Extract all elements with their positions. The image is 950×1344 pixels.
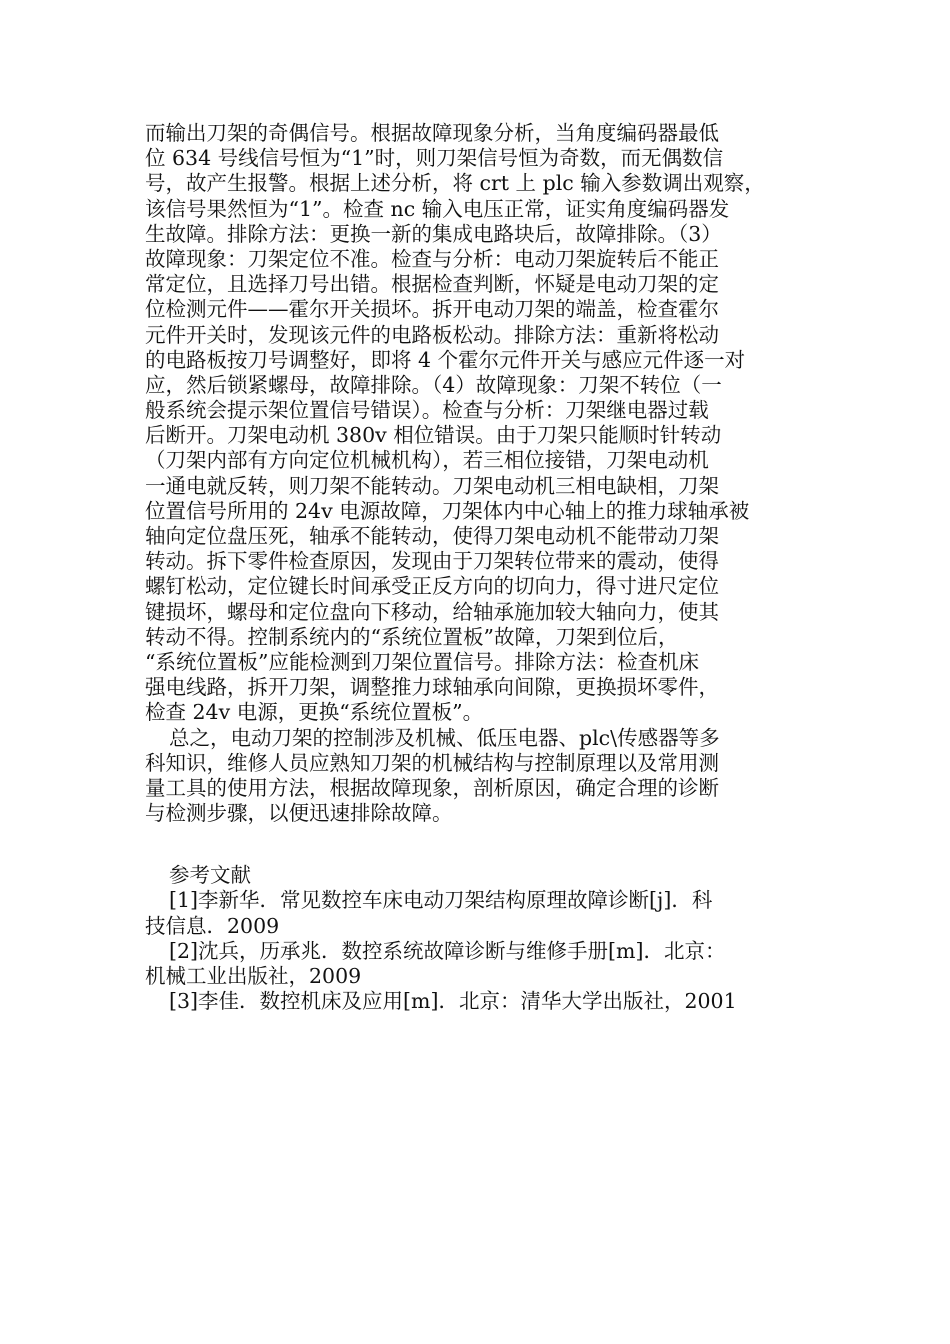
text-line: [2]沈兵，历承兆．数控系统故障诊断与维修手册[m]．北京： [169, 938, 726, 963]
references-section [145, 863, 805, 1014]
text-line: 元件开关时，发现该元件的电路板松动。排除方法：重新将松动 [145, 322, 719, 347]
text-line: [3]李佳．数控机床及应用[m]．北京：清华大学出版社，2001 [169, 989, 737, 1014]
text-line: 位 634 号线信号恒为“1”时，则刀架信号恒为奇数，而无偶数信 [145, 146, 724, 171]
text-line: 般系统会提示架位置信号错误）。检查与分析：刀架继电器过载 [145, 398, 709, 423]
text-line: 与检测步骤，以便迅速排除故障。 [145, 801, 453, 826]
text-line: 的电路板按刀号调整好，即将 4 个霍尔元件开关与感应元件逐一对 [145, 347, 746, 372]
text-line: 而输出刀架的奇偶信号。根据故障现象分析，当角度编码器最低 [145, 121, 719, 145]
text-line: 故障现象：刀架定位不准。检查与分析：电动刀架旋转后不能正 [145, 246, 719, 271]
text-line: 该信号果然恒为“1”。检查 nc 输入电压正常，证实角度编码器发 [145, 196, 730, 221]
text-line: [1]李新华．常见数控车床电动刀架结构原理故障诊断[j]．科 [169, 888, 713, 913]
text-line: 转动不得。控制系统内的“系统位置板”故障，刀架到位后， [145, 624, 679, 649]
text-line: 螺钉松动，定位键长时间承受正反方向的切向力，得寸进尺定位 [145, 574, 719, 599]
reference-item [145, 989, 805, 1014]
summary-paragraph [145, 726, 805, 827]
text-block [145, 121, 805, 1014]
text-line: 检查 24v 电源，更换“系统位置板”。 [145, 700, 484, 725]
text-line: 号，故产生报警。根据上述分析，将 crt 上 plc 输入参数调出观察， [145, 171, 765, 196]
text-line: 科知识，维修人员应熟知刀架的机械结构与控制原理以及常用测 [145, 750, 719, 775]
text-line: “系统位置板”应能检测到刀架位置信号。排除方法：检查机床 [145, 649, 699, 674]
text-line: 位检测元件——霍尔开关损坏。拆开电动刀架的端盖，检查霍尔 [145, 297, 719, 322]
text-line: 后断开。刀架电动机 380v 相位错误。由于刀架只能顺时针转动 [145, 423, 722, 448]
text-line: 位置信号所用的 24v 电源故障，刀架体内中心轴上的推力球轴承被 [145, 498, 750, 523]
text-line: 强电线路，拆开刀架，调整推力球轴承向间隙，更换损坏零件， [145, 675, 719, 700]
reference-item [145, 939, 805, 989]
text-line: 机械工业出版社，2009 [145, 964, 362, 988]
text-line: 技信息．2009 [145, 913, 280, 938]
text-line: 量工具的使用方法，根据故障现象，剖析原因，确定合理的诊断 [145, 775, 719, 800]
section-gap [145, 826, 805, 863]
reference-item [145, 888, 805, 938]
text-line: （刀架内部有方向定位机械机构），若三相位接错，刀架电动机 [145, 448, 709, 473]
text-line: 常定位，且选择刀号出错。根据检查判断，怀疑是电动刀架的定 [145, 272, 719, 297]
references-heading: 参考文献 [169, 863, 251, 888]
text-line: 一通电就反转，则刀架不能转动。刀架电动机三相电缺相，刀架 [145, 473, 719, 498]
text-line: 总之，电动刀架的控制涉及机械、低压电器、plc\传感器等多 [169, 725, 720, 750]
text-line: 生故障。排除方法：更换一新的集成电路块后，故障排除。（3） [145, 221, 722, 246]
text-line: 应，然后锁紧螺母，故障排除。（4）故障现象：刀架不转位（一 [145, 372, 722, 397]
text-line: 键损坏，螺母和定位盘向下移动，给轴承施加较大轴向力，使其 [145, 599, 719, 624]
text-line: 轴向定位盘压死，轴承不能转动，使得刀架电动机不能带动刀架 [145, 524, 719, 548]
text-line: 转动。拆下零件检查原因，发现由于刀架转位带来的震动，使得 [145, 549, 719, 574]
body-paragraph [145, 121, 805, 726]
